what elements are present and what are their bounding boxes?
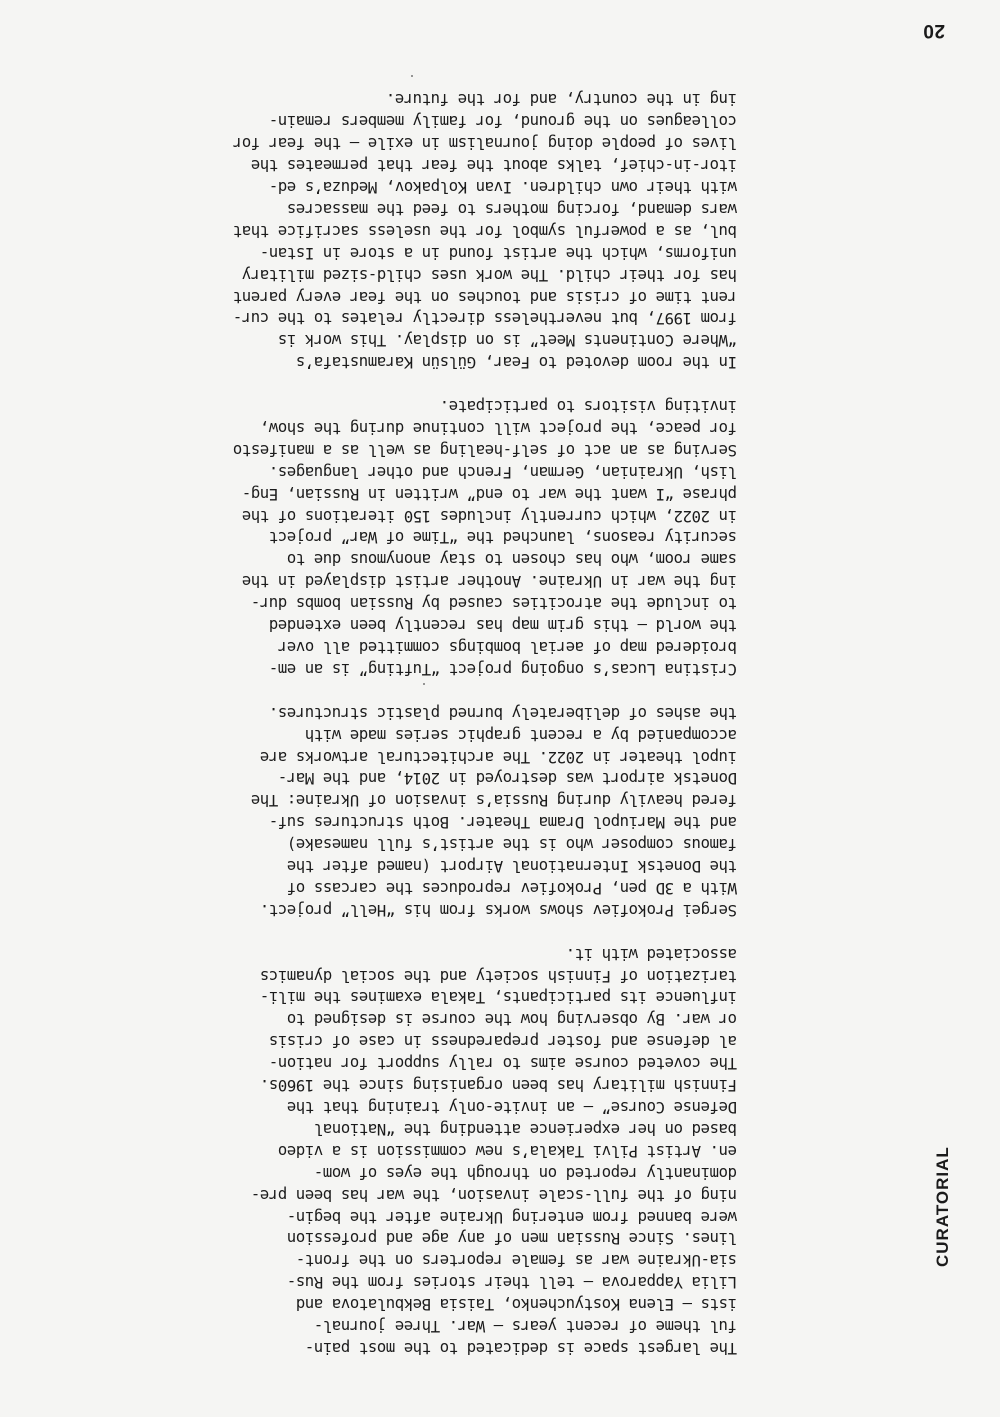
section-label: CURATORIAL [933, 1146, 952, 1267]
text-line: colleagues on the ground, for family members remain- [269, 112, 737, 132]
page-number: 20 [922, 20, 945, 41]
text-line: inviting visitors to participate. [440, 397, 737, 417]
text-line: lish, Ukrainian, German, French and other languages. [269, 462, 737, 482]
text-line: Donetsk airport was destroyed in 2014, and the Mar- [278, 769, 737, 789]
text-line: or war. By observing how the course is designed to [287, 1010, 737, 1030]
text-line: ful theme of recent years — War. Three journal- [314, 1317, 737, 1337]
text-line: based on her experience attending the “National [314, 1119, 737, 1139]
text-line: en. Artist Pilvi Takala’s new commission is a video [278, 1141, 737, 1161]
paragraph-war [251, 943, 737, 1359]
text-line: ing the war in Ukraine. Another artist displayed in the [242, 572, 737, 592]
text-line: and the Mariupol Drama Theater. Both structures suf- [269, 813, 737, 833]
text-line: With a 3D pen, Prokofiev reproduces the carcass of [287, 878, 737, 898]
text-line: phrase “I want the war to end” written in Russian, Eng- [242, 484, 737, 504]
paragraph-lucas [233, 395, 737, 680]
text-line: Finnish military has been organising since the 1960s. [260, 1076, 737, 1096]
text-line: rent time of crisis and touches on the fear every parent [233, 287, 737, 307]
text-line: associated with it. [566, 944, 737, 964]
text-line: in 2022, which currently includes 150 iterations of the [242, 506, 737, 526]
text-line: Defense Course” — an invite-only training that the [287, 1098, 737, 1118]
text-line: tarization of Finnish society and the social dynamics [260, 966, 737, 986]
text-line: Cristina Lucas’s ongoing project “Tufting” is an em- [269, 659, 737, 679]
text-line: has for their child. The work uses child-sized military [242, 265, 737, 285]
text-line: “Where Continents Meet” is on display. This work is [278, 331, 737, 351]
text-line: al defense and foster preparedness in case of crisis [269, 1032, 737, 1052]
paper-speck [423, 683, 425, 685]
text-line: The largest space is dedicated to the most pain- [305, 1339, 737, 1358]
text-line: itor-in-chief, talks about the fear that permeates the [251, 156, 737, 176]
paragraph-fear [233, 88, 737, 373]
text-line: from 1997, but nevertheless directly relates to the cur- [233, 309, 737, 329]
text-line: wars demand, forcing mothers to feed the massacres [287, 199, 737, 219]
text-line: ning of the full-scale invasion, the war has been pre- [251, 1185, 737, 1205]
text-line: sia-Ukraine war as female reporters on the front- [296, 1251, 737, 1271]
text-line: In the room devoted to Fear, Gülsün Karamustafa’s [296, 353, 737, 373]
text-line: ing in the country, and for the future. [386, 90, 737, 110]
text-line: lives of people doing journalism in exile — the fear for [233, 134, 737, 154]
text-line: The coveted course aims to rally support for nation- [269, 1054, 737, 1074]
text-line: for peace, the project will continue during the show, [260, 418, 737, 438]
text-line: ists — Elena Kostyuchenko, Taisia Bekbulatova and [296, 1295, 737, 1315]
text-line: the ashes of deliberately burned plastic structures. [269, 703, 737, 723]
text-line: were banned from entering Ukraine after the begin- [287, 1207, 737, 1227]
paper-speck [411, 75, 413, 77]
text-line: fered heavily during Russia’s invasion of Ukraine: The [251, 791, 737, 811]
text-line: bul, as a powerful symbol for the useless sacrifice that [233, 221, 737, 241]
text-line: iupol theater in 2022. The architectural artworks are [260, 747, 737, 767]
text-line: security reasons, launched the “Time of War” project [269, 528, 737, 548]
text-line: the Donetsk International Airport (named after the [287, 857, 737, 877]
text-line: Serving as an act of self-healing as well as a manifesto [233, 440, 737, 460]
text-line: broidered map of aerial bombings committed all over [278, 638, 737, 658]
text-line: lines. Since Russian men of any age and profession [287, 1229, 737, 1249]
text-line: famous composer who is the artist’s full namesake) [287, 835, 737, 855]
body-text-column [233, 67, 737, 1359]
text-line: Lilia Yapparova — tell their stories from the Rus- [287, 1273, 737, 1293]
text-line: influence its participants, Takala examines the mili- [260, 988, 737, 1008]
text-line: the world — this grim map has recently been extended [269, 616, 737, 636]
text-line: accompanied by a recent graphic series made with [305, 725, 737, 745]
text-line: same room, who has chosen to stay anonymous due to [287, 550, 737, 570]
text-line: Sergei Prokofiev shows works from his “Hell” project. [260, 900, 737, 920]
text-line: uniforms, which the artist found in a store in Istan- [260, 243, 737, 263]
text-line: with their own children. Ivan Kolpakov, Meduza’s ed- [269, 178, 737, 198]
paragraph-prokofiev [251, 702, 737, 921]
text-line: to include the atrocities caused by Russian bombs dur- [251, 594, 737, 614]
text-line: dominantly reported on through the eyes of wom- [314, 1163, 737, 1183]
